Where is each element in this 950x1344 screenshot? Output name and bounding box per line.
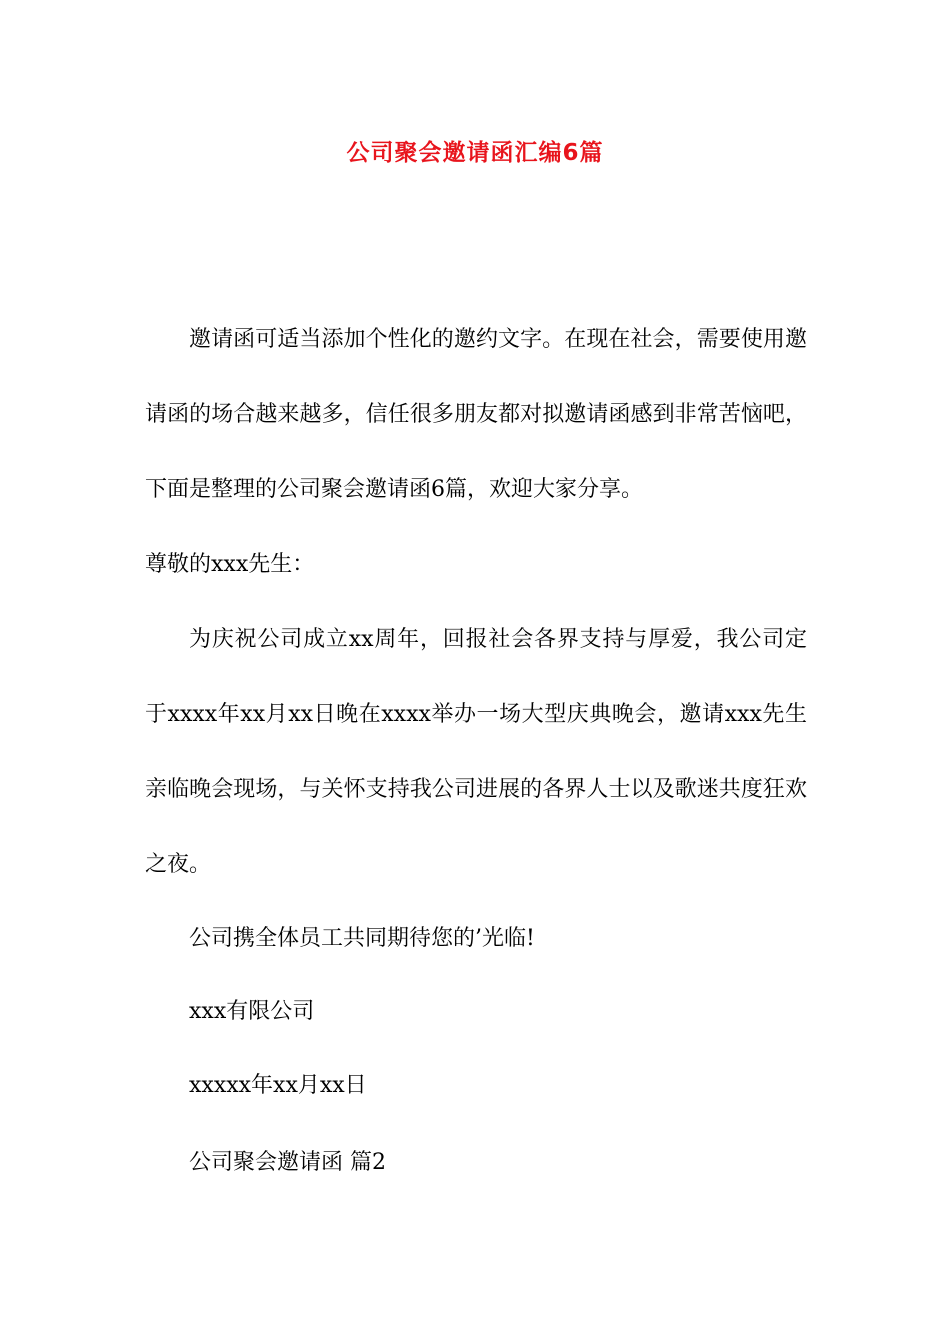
salutation: 尊敬的xxx先生： [145, 552, 315, 577]
signature-company: xxx有限公司 [189, 999, 315, 1024]
section-heading-2: 公司聚会邀请函 篇2 [189, 1150, 386, 1175]
document-title: 公司聚会邀请函汇编6篇 [346, 140, 604, 166]
intro-paragraph: 邀请函可适当添加个性化的邀约文字。在现在社会，需要使用邀请函的场合越来越多，信任很多朋友都对拟邀请函感到非常苦恼吧，下面是整理的公司聚会邀请函6篇，欢迎大家分享。 [145, 327, 807, 502]
signature-date: xxxxx年xx月xx日 [189, 1073, 367, 1098]
invitation-body-paragraph: 为庆祝公司成立xx周年，回报社会各界支持与厚爱，我公司定于xxxx年xx月xx日晚在xxxx举办一场大型庆典晚会，邀请xxx先生亲临晚会现场，与关怀支持我公司进展的各界人士以及歌迷共度狂欢之夜。 [145, 627, 807, 877]
closing-line: 公司携全体员工共同期待您的’光临! [189, 926, 535, 951]
